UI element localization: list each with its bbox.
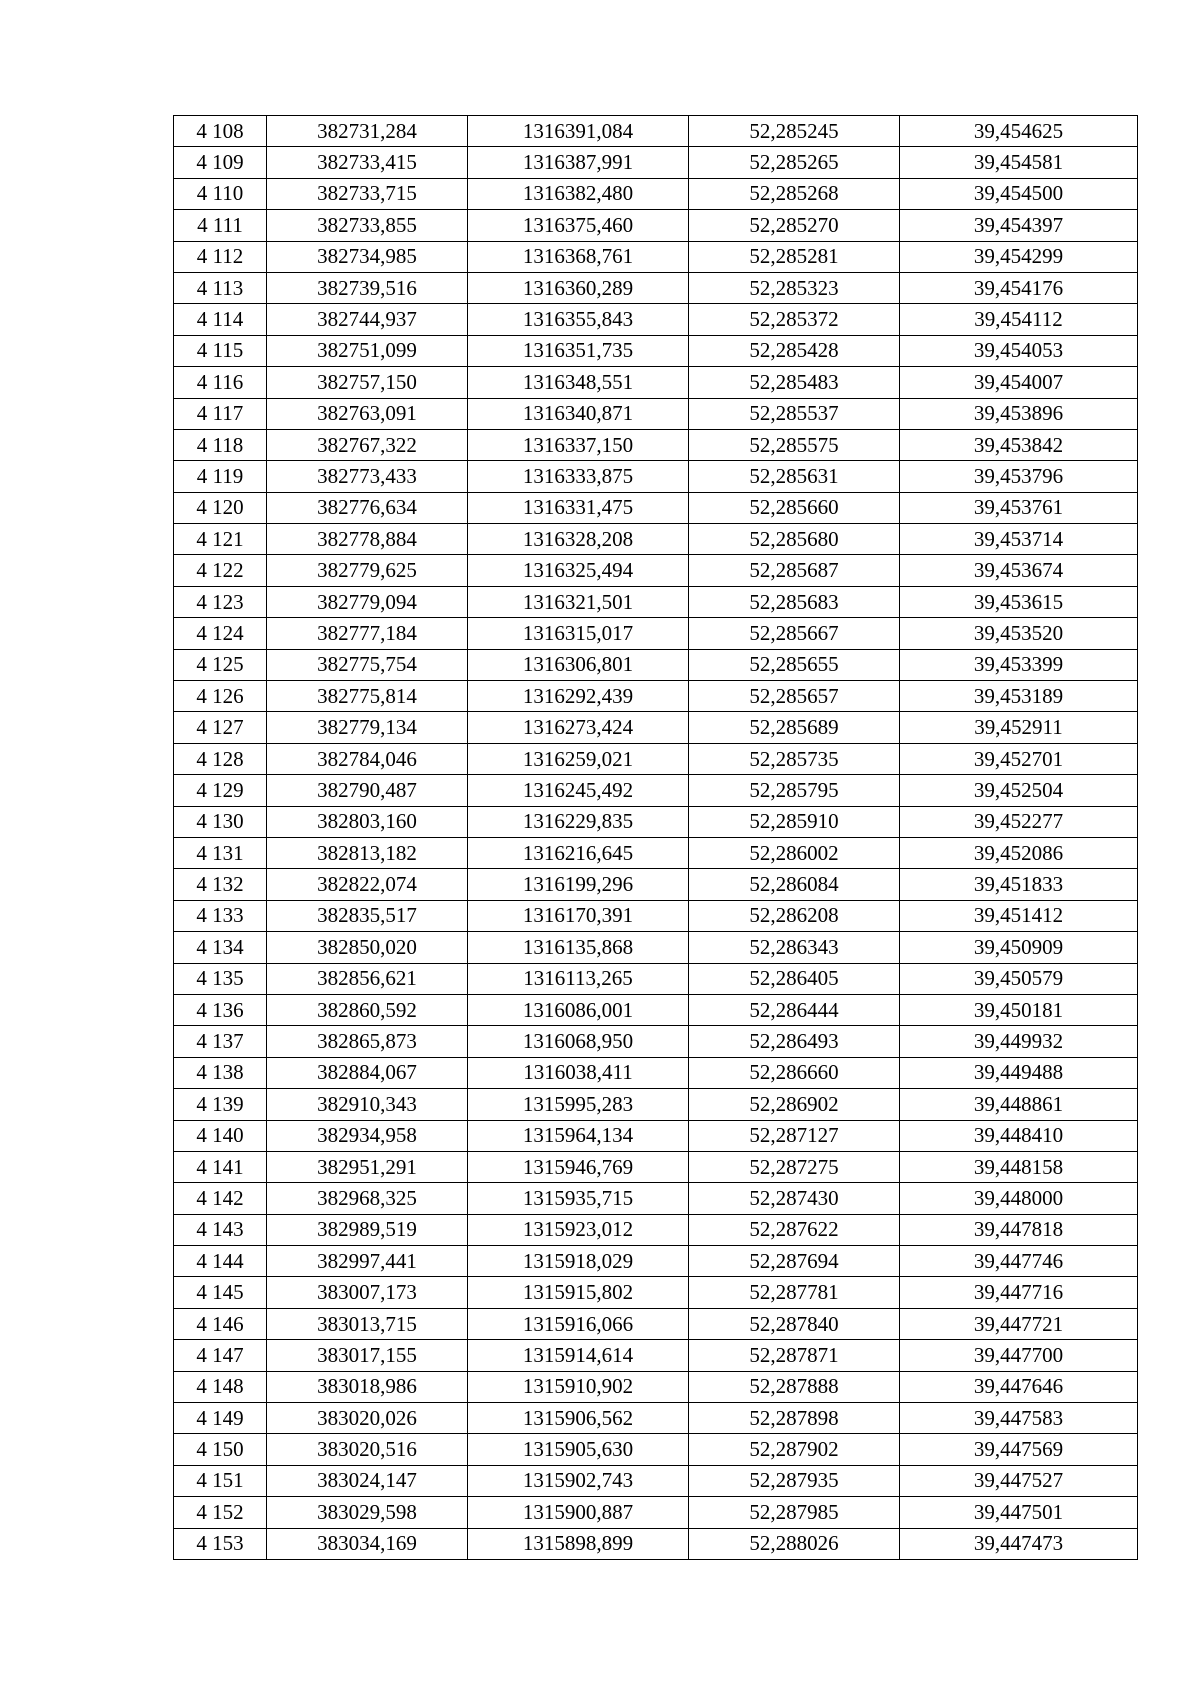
latitude-cell: 52,286002 (689, 837, 900, 868)
longitude-cell: 39,453674 (900, 555, 1138, 586)
point-number-cell: 4 138 (174, 1057, 267, 1088)
latitude-cell: 52,285910 (689, 806, 900, 837)
x-coordinate-cell: 382778,884 (267, 524, 468, 555)
table-row (174, 681, 1138, 712)
point-number-cell: 4 114 (174, 304, 267, 335)
point-number-cell: 4 120 (174, 492, 267, 523)
table-row (174, 1089, 1138, 1120)
x-coordinate-cell: 382757,150 (267, 367, 468, 398)
latitude-cell: 52,285687 (689, 555, 900, 586)
table-row (174, 178, 1138, 209)
x-coordinate-cell: 382775,754 (267, 649, 468, 680)
latitude-cell: 52,285689 (689, 712, 900, 743)
y-coordinate-cell: 1316068,950 (468, 1026, 689, 1057)
table-row (174, 272, 1138, 303)
point-number-cell: 4 149 (174, 1403, 267, 1434)
latitude-cell: 52,285372 (689, 304, 900, 335)
latitude-cell: 52,286405 (689, 963, 900, 994)
table-row (174, 210, 1138, 241)
point-number-cell: 4 124 (174, 618, 267, 649)
latitude-cell: 52,286902 (689, 1089, 900, 1120)
longitude-cell: 39,454397 (900, 210, 1138, 241)
table-row (174, 555, 1138, 586)
point-number-cell: 4 132 (174, 869, 267, 900)
y-coordinate-cell: 1316245,492 (468, 775, 689, 806)
x-coordinate-cell: 382779,134 (267, 712, 468, 743)
point-number-cell: 4 122 (174, 555, 267, 586)
longitude-cell: 39,449932 (900, 1026, 1138, 1057)
x-coordinate-cell: 382739,516 (267, 272, 468, 303)
point-number-cell: 4 108 (174, 116, 267, 147)
point-number-cell: 4 123 (174, 586, 267, 617)
point-number-cell: 4 151 (174, 1465, 267, 1496)
table-row (174, 116, 1138, 147)
table-row (174, 1497, 1138, 1528)
table-row (174, 618, 1138, 649)
latitude-cell: 52,285323 (689, 272, 900, 303)
table-row (174, 335, 1138, 366)
latitude-cell: 52,287781 (689, 1277, 900, 1308)
latitude-cell: 52,287902 (689, 1434, 900, 1465)
x-coordinate-cell: 382968,325 (267, 1183, 468, 1214)
y-coordinate-cell: 1316321,501 (468, 586, 689, 617)
latitude-cell: 52,287985 (689, 1497, 900, 1528)
longitude-cell: 39,450909 (900, 932, 1138, 963)
table-row (174, 900, 1138, 931)
longitude-cell: 39,452701 (900, 743, 1138, 774)
longitude-cell: 39,452086 (900, 837, 1138, 868)
point-number-cell: 4 143 (174, 1214, 267, 1245)
longitude-cell: 39,454625 (900, 116, 1138, 147)
x-coordinate-cell: 383007,173 (267, 1277, 468, 1308)
x-coordinate-cell: 382813,182 (267, 837, 468, 868)
y-coordinate-cell: 1316360,289 (468, 272, 689, 303)
y-coordinate-cell: 1315916,066 (468, 1308, 689, 1339)
longitude-cell: 39,452504 (900, 775, 1138, 806)
x-coordinate-cell: 383024,147 (267, 1465, 468, 1496)
table-row (174, 837, 1138, 868)
table-row (174, 743, 1138, 774)
longitude-cell: 39,447716 (900, 1277, 1138, 1308)
longitude-cell: 39,453842 (900, 429, 1138, 460)
y-coordinate-cell: 1316273,424 (468, 712, 689, 743)
y-coordinate-cell: 1316340,871 (468, 398, 689, 429)
longitude-cell: 39,448000 (900, 1183, 1138, 1214)
point-number-cell: 4 137 (174, 1026, 267, 1057)
latitude-cell: 52,287871 (689, 1340, 900, 1371)
table-row (174, 1528, 1138, 1559)
longitude-cell: 39,454112 (900, 304, 1138, 335)
table-row (174, 1246, 1138, 1277)
y-coordinate-cell: 1316038,411 (468, 1057, 689, 1088)
latitude-cell: 52,286493 (689, 1026, 900, 1057)
x-coordinate-cell: 382865,873 (267, 1026, 468, 1057)
latitude-cell: 52,285537 (689, 398, 900, 429)
y-coordinate-cell: 1316355,843 (468, 304, 689, 335)
latitude-cell: 52,287275 (689, 1151, 900, 1182)
x-coordinate-cell: 383034,169 (267, 1528, 468, 1559)
point-number-cell: 4 127 (174, 712, 267, 743)
longitude-cell: 39,454007 (900, 367, 1138, 398)
x-coordinate-cell: 382734,985 (267, 241, 468, 272)
longitude-cell: 39,447501 (900, 1497, 1138, 1528)
longitude-cell: 39,454053 (900, 335, 1138, 366)
x-coordinate-cell: 382997,441 (267, 1246, 468, 1277)
y-coordinate-cell: 1316259,021 (468, 743, 689, 774)
point-number-cell: 4 150 (174, 1434, 267, 1465)
x-coordinate-cell: 382744,937 (267, 304, 468, 335)
table-row (174, 524, 1138, 555)
y-coordinate-cell: 1315905,630 (468, 1434, 689, 1465)
y-coordinate-cell: 1316387,991 (468, 147, 689, 178)
point-number-cell: 4 117 (174, 398, 267, 429)
x-coordinate-cell: 382884,067 (267, 1057, 468, 1088)
x-coordinate-cell: 382803,160 (267, 806, 468, 837)
point-number-cell: 4 125 (174, 649, 267, 680)
point-number-cell: 4 135 (174, 963, 267, 994)
longitude-cell: 39,450579 (900, 963, 1138, 994)
point-number-cell: 4 140 (174, 1120, 267, 1151)
table-row (174, 1026, 1138, 1057)
point-number-cell: 4 130 (174, 806, 267, 837)
latitude-cell: 52,285483 (689, 367, 900, 398)
y-coordinate-cell: 1316337,150 (468, 429, 689, 460)
table-row (174, 1371, 1138, 1402)
longitude-cell: 39,448861 (900, 1089, 1138, 1120)
y-coordinate-cell: 1315902,743 (468, 1465, 689, 1496)
x-coordinate-cell: 382777,184 (267, 618, 468, 649)
table-row (174, 1340, 1138, 1371)
point-number-cell: 4 147 (174, 1340, 267, 1371)
x-coordinate-cell: 382860,592 (267, 994, 468, 1025)
point-number-cell: 4 145 (174, 1277, 267, 1308)
longitude-cell: 39,451833 (900, 869, 1138, 900)
longitude-cell: 39,448158 (900, 1151, 1138, 1182)
x-coordinate-cell: 382775,814 (267, 681, 468, 712)
y-coordinate-cell: 1316113,265 (468, 963, 689, 994)
latitude-cell: 52,286208 (689, 900, 900, 931)
table-row (174, 1403, 1138, 1434)
coordinates-table (173, 115, 1138, 1560)
table-row (174, 649, 1138, 680)
y-coordinate-cell: 1315946,769 (468, 1151, 689, 1182)
point-number-cell: 4 111 (174, 210, 267, 241)
longitude-cell: 39,447646 (900, 1371, 1138, 1402)
longitude-cell: 39,452911 (900, 712, 1138, 743)
longitude-cell: 39,453761 (900, 492, 1138, 523)
y-coordinate-cell: 1316375,460 (468, 210, 689, 241)
table-row (174, 492, 1138, 523)
latitude-cell: 52,285265 (689, 147, 900, 178)
table-row (174, 586, 1138, 617)
x-coordinate-cell: 382835,517 (267, 900, 468, 931)
longitude-cell: 39,453615 (900, 586, 1138, 617)
table-row (174, 1465, 1138, 1496)
longitude-cell: 39,447527 (900, 1465, 1138, 1496)
longitude-cell: 39,449488 (900, 1057, 1138, 1088)
longitude-cell: 39,451412 (900, 900, 1138, 931)
latitude-cell: 52,285683 (689, 586, 900, 617)
table-row (174, 869, 1138, 900)
x-coordinate-cell: 382767,322 (267, 429, 468, 460)
point-number-cell: 4 113 (174, 272, 267, 303)
y-coordinate-cell: 1315898,899 (468, 1528, 689, 1559)
x-coordinate-cell: 383017,155 (267, 1340, 468, 1371)
latitude-cell: 52,285655 (689, 649, 900, 680)
longitude-cell: 39,450181 (900, 994, 1138, 1025)
table-row (174, 1057, 1138, 1088)
y-coordinate-cell: 1316292,439 (468, 681, 689, 712)
latitude-cell: 52,287935 (689, 1465, 900, 1496)
x-coordinate-cell: 382733,715 (267, 178, 468, 209)
table-row (174, 241, 1138, 272)
x-coordinate-cell: 382731,284 (267, 116, 468, 147)
latitude-cell: 52,285667 (689, 618, 900, 649)
latitude-cell: 52,287430 (689, 1183, 900, 1214)
latitude-cell: 52,287694 (689, 1246, 900, 1277)
point-number-cell: 4 110 (174, 178, 267, 209)
x-coordinate-cell: 382779,094 (267, 586, 468, 617)
y-coordinate-cell: 1316368,761 (468, 241, 689, 272)
point-number-cell: 4 141 (174, 1151, 267, 1182)
latitude-cell: 52,285270 (689, 210, 900, 241)
point-number-cell: 4 133 (174, 900, 267, 931)
y-coordinate-cell: 1316135,868 (468, 932, 689, 963)
latitude-cell: 52,285795 (689, 775, 900, 806)
table-row (174, 1214, 1138, 1245)
y-coordinate-cell: 1315915,802 (468, 1277, 689, 1308)
x-coordinate-cell: 382763,091 (267, 398, 468, 429)
y-coordinate-cell: 1316086,001 (468, 994, 689, 1025)
table-row (174, 994, 1138, 1025)
table-row (174, 461, 1138, 492)
point-number-cell: 4 115 (174, 335, 267, 366)
y-coordinate-cell: 1315923,012 (468, 1214, 689, 1245)
latitude-cell: 52,285245 (689, 116, 900, 147)
y-coordinate-cell: 1316216,645 (468, 837, 689, 868)
table-row (174, 1277, 1138, 1308)
x-coordinate-cell: 382776,634 (267, 492, 468, 523)
point-number-cell: 4 146 (174, 1308, 267, 1339)
x-coordinate-cell: 382779,625 (267, 555, 468, 586)
longitude-cell: 39,447700 (900, 1340, 1138, 1371)
y-coordinate-cell: 1316328,208 (468, 524, 689, 555)
y-coordinate-cell: 1316229,835 (468, 806, 689, 837)
longitude-cell: 39,448410 (900, 1120, 1138, 1151)
point-number-cell: 4 148 (174, 1371, 267, 1402)
x-coordinate-cell: 382910,343 (267, 1089, 468, 1120)
longitude-cell: 39,453896 (900, 398, 1138, 429)
y-coordinate-cell: 1316382,480 (468, 178, 689, 209)
point-number-cell: 4 126 (174, 681, 267, 712)
point-number-cell: 4 116 (174, 367, 267, 398)
longitude-cell: 39,453714 (900, 524, 1138, 555)
longitude-cell: 39,453520 (900, 618, 1138, 649)
point-number-cell: 4 142 (174, 1183, 267, 1214)
table-row (174, 1434, 1138, 1465)
point-number-cell: 4 144 (174, 1246, 267, 1277)
y-coordinate-cell: 1316306,801 (468, 649, 689, 680)
table-row (174, 367, 1138, 398)
latitude-cell: 52,285680 (689, 524, 900, 555)
latitude-cell: 52,287898 (689, 1403, 900, 1434)
point-number-cell: 4 119 (174, 461, 267, 492)
point-number-cell: 4 136 (174, 994, 267, 1025)
x-coordinate-cell: 383020,516 (267, 1434, 468, 1465)
longitude-cell: 39,447818 (900, 1214, 1138, 1245)
latitude-cell: 52,285660 (689, 492, 900, 523)
table-row (174, 304, 1138, 335)
table-row (174, 147, 1138, 178)
table-row (174, 398, 1138, 429)
x-coordinate-cell: 383018,986 (267, 1371, 468, 1402)
latitude-cell: 52,288026 (689, 1528, 900, 1559)
latitude-cell: 52,287622 (689, 1214, 900, 1245)
y-coordinate-cell: 1315935,715 (468, 1183, 689, 1214)
longitude-cell: 39,447721 (900, 1308, 1138, 1339)
point-number-cell: 4 121 (174, 524, 267, 555)
longitude-cell: 39,447473 (900, 1528, 1138, 1559)
y-coordinate-cell: 1315914,614 (468, 1340, 689, 1371)
latitude-cell: 52,285575 (689, 429, 900, 460)
longitude-cell: 39,453189 (900, 681, 1138, 712)
latitude-cell: 52,285268 (689, 178, 900, 209)
y-coordinate-cell: 1316351,735 (468, 335, 689, 366)
table-row (174, 429, 1138, 460)
table-row (174, 1120, 1138, 1151)
point-number-cell: 4 139 (174, 1089, 267, 1120)
x-coordinate-cell: 382751,099 (267, 335, 468, 366)
point-number-cell: 4 118 (174, 429, 267, 460)
latitude-cell: 52,285428 (689, 335, 900, 366)
table-row (174, 806, 1138, 837)
x-coordinate-cell: 382733,415 (267, 147, 468, 178)
latitude-cell: 52,285631 (689, 461, 900, 492)
y-coordinate-cell: 1316170,391 (468, 900, 689, 931)
longitude-cell: 39,454176 (900, 272, 1138, 303)
x-coordinate-cell: 382951,291 (267, 1151, 468, 1182)
y-coordinate-cell: 1316391,084 (468, 116, 689, 147)
latitude-cell: 52,286084 (689, 869, 900, 900)
x-coordinate-cell: 383029,598 (267, 1497, 468, 1528)
y-coordinate-cell: 1315900,887 (468, 1497, 689, 1528)
y-coordinate-cell: 1315906,562 (468, 1403, 689, 1434)
point-number-cell: 4 129 (174, 775, 267, 806)
longitude-cell: 39,447569 (900, 1434, 1138, 1465)
point-number-cell: 4 152 (174, 1497, 267, 1528)
point-number-cell: 4 131 (174, 837, 267, 868)
y-coordinate-cell: 1315918,029 (468, 1246, 689, 1277)
latitude-cell: 52,287840 (689, 1308, 900, 1339)
table-row (174, 1151, 1138, 1182)
longitude-cell: 39,447583 (900, 1403, 1138, 1434)
point-number-cell: 4 134 (174, 932, 267, 963)
table-row (174, 1183, 1138, 1214)
latitude-cell: 52,287888 (689, 1371, 900, 1402)
latitude-cell: 52,286444 (689, 994, 900, 1025)
table-row (174, 932, 1138, 963)
latitude-cell: 52,285735 (689, 743, 900, 774)
y-coordinate-cell: 1316199,296 (468, 869, 689, 900)
x-coordinate-cell: 382850,020 (267, 932, 468, 963)
y-coordinate-cell: 1315910,902 (468, 1371, 689, 1402)
longitude-cell: 39,452277 (900, 806, 1138, 837)
longitude-cell: 39,454500 (900, 178, 1138, 209)
y-coordinate-cell: 1315964,134 (468, 1120, 689, 1151)
x-coordinate-cell: 382733,855 (267, 210, 468, 241)
x-coordinate-cell: 382934,958 (267, 1120, 468, 1151)
x-coordinate-cell: 382822,074 (267, 869, 468, 900)
coordinates-table-body (174, 116, 1138, 1560)
y-coordinate-cell: 1316348,551 (468, 367, 689, 398)
longitude-cell: 39,454299 (900, 241, 1138, 272)
y-coordinate-cell: 1316315,017 (468, 618, 689, 649)
y-coordinate-cell: 1316333,875 (468, 461, 689, 492)
x-coordinate-cell: 382773,433 (267, 461, 468, 492)
x-coordinate-cell: 383020,026 (267, 1403, 468, 1434)
x-coordinate-cell: 382989,519 (267, 1214, 468, 1245)
table-row (174, 775, 1138, 806)
point-number-cell: 4 128 (174, 743, 267, 774)
point-number-cell: 4 112 (174, 241, 267, 272)
point-number-cell: 4 153 (174, 1528, 267, 1559)
latitude-cell: 52,286660 (689, 1057, 900, 1088)
latitude-cell: 52,285657 (689, 681, 900, 712)
latitude-cell: 52,286343 (689, 932, 900, 963)
x-coordinate-cell: 382790,487 (267, 775, 468, 806)
longitude-cell: 39,453796 (900, 461, 1138, 492)
x-coordinate-cell: 383013,715 (267, 1308, 468, 1339)
longitude-cell: 39,447746 (900, 1246, 1138, 1277)
table-row (174, 712, 1138, 743)
longitude-cell: 39,454581 (900, 147, 1138, 178)
y-coordinate-cell: 1316331,475 (468, 492, 689, 523)
latitude-cell: 52,287127 (689, 1120, 900, 1151)
table-row (174, 1308, 1138, 1339)
longitude-cell: 39,453399 (900, 649, 1138, 680)
point-number-cell: 4 109 (174, 147, 267, 178)
y-coordinate-cell: 1316325,494 (468, 555, 689, 586)
y-coordinate-cell: 1315995,283 (468, 1089, 689, 1120)
x-coordinate-cell: 382856,621 (267, 963, 468, 994)
x-coordinate-cell: 382784,046 (267, 743, 468, 774)
latitude-cell: 52,285281 (689, 241, 900, 272)
table-row (174, 963, 1138, 994)
